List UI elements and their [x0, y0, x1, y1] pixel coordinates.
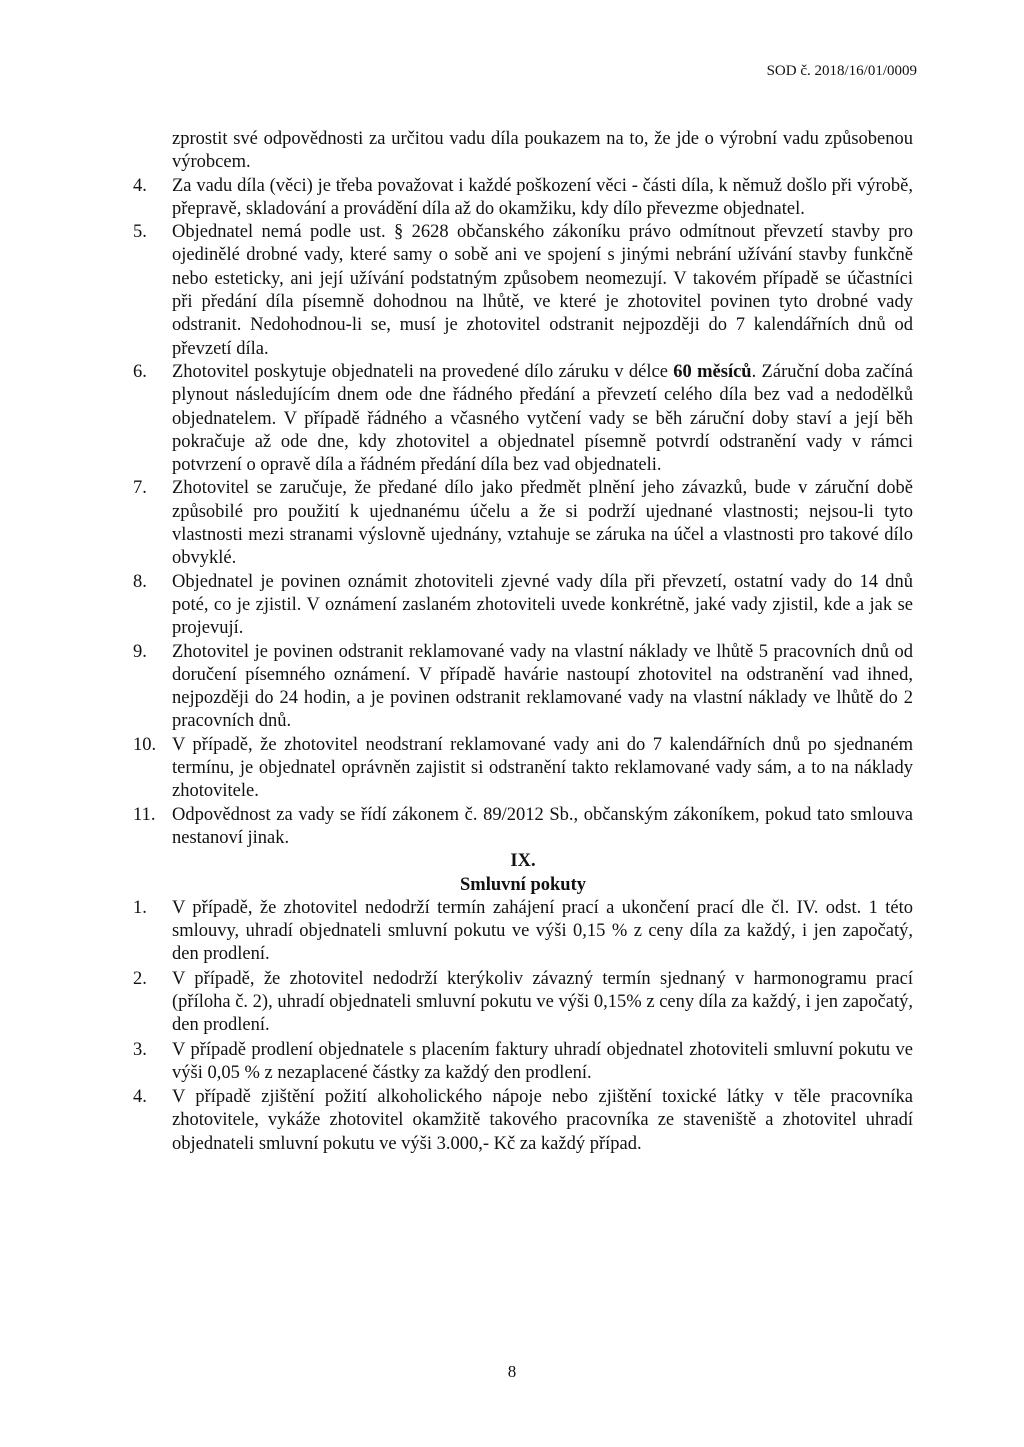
item-number: 9.: [133, 641, 147, 662]
item-number: 1.: [133, 897, 147, 918]
item-text: Objednatel je povinen oznámit zhotoviteli zjevné vady díla při převzetí, ostatní vady do 14 dnů poté, co je zjistil. V oznámení zaslaném zhotoviteli uvede konkrétně, jaké vady zjistil, kde a jak se projevují.: [172, 571, 913, 639]
item-number: 3.: [133, 1039, 147, 1060]
list-item: [133, 734, 913, 804]
item-number: 10.: [133, 734, 157, 755]
item-number: 4.: [133, 1087, 147, 1108]
penalties-list: [133, 897, 913, 1156]
list-item: [133, 1086, 913, 1156]
document-reference: SOD č. 2018/16/01/0009: [766, 63, 917, 79]
item-number: 8.: [133, 571, 147, 592]
list-item: [133, 175, 913, 222]
item-text: V případě, že zhotovitel nedodrží termín zahájení prací a ukončení prací dle čl. IV. odst. 1 této smlouvy, uhradí objednateli smluvní pokutu ve výši 0,15 % z ceny díla za každý, i jen započatý, den prodlení.: [172, 897, 913, 965]
item-text: Odpovědnost za vady se řídí zákonem č. 89/2012 Sb., občanským zákoníkem, pokud tato smlouva nestanoví jinak.: [172, 804, 913, 848]
section-number: IX.: [510, 851, 536, 872]
list-item: [133, 804, 913, 851]
item-number: 2.: [133, 968, 147, 989]
page-number: 8: [507, 1362, 517, 1381]
item-text: Za vadu díla (věci) je třeba považovat i každé poškození věci - části díla, k němuž došlo při výrobě, přepravě, skladování a provádění díla až do okamžiku, kdy dílo převezme objednatel.: [172, 175, 913, 219]
item-number: 4.: [133, 175, 147, 196]
list-item: [133, 361, 913, 477]
item-text: V případě prodlení objednatele s placením faktury uhradí objednatel zhotoviteli smluvní pokutu ve výši 0,05 % z nezaplacené částky za každý den prodlení.: [172, 1039, 913, 1083]
warranty-period: 60 měsíců: [673, 361, 752, 382]
item-text: V případě, že zhotovitel nedodrží kterýkoliv závazný termín sjednaný v harmonogramu prací (příloha č. 2), uhradí objednateli smluvní pokutu ve výši 0,15% z ceny díla za každý, i jen započatý, den prodlení.: [172, 968, 913, 1036]
item-text: V případě zjištění požití alkoholického nápoje nebo zjištění toxické látky v těle pracovníka zhotovitele, vykáže zhotovitel okamžitě takového pracovníka ze staveniště a zhotovitel uhradí objednateli smluvní pokutu ve výši 3.000,- Kč za každý případ.: [172, 1087, 913, 1154]
item-text: . Záruční doba začíná plynout následujícím dnem ode dne řádného předání a převzetí celého díla bez vad a nedodělků objednatelem. V případě řádného a včasného vytčení vady se běh záruční doby staví a její běh pokračuje až ode dne, kdy zhotovitel a objednatel písemně potvrdí odstranění vady v rámci potvrzení o opravě díla a řádném předání díla bez vad objednateli.: [172, 361, 913, 476]
item-text: Zhotovitel je povinen odstranit reklamované vady na vlastní náklady ve lhůtě 5 pracovních dnů od doručení písemného oznámení. V případě havárie nastoupí zhotovitel na odstranění vad ihned, nejpozději do 24 hodin, a je povinen odstranit reklamované vady na vlastní náklady ve lhůtě do 2 pracovních dnů.: [172, 641, 913, 732]
item-text: Zhotovitel se zaručuje, že předané dílo jako předmět plnění jeho závazků, bude v záruční době způsobilé pro použití k ujednanému účelu a že si podrží ujednané vlastnosti; nejsou-li tyto vlastnosti mezi stranami výslovně ujednány, vztahuje se záruka na účel a vlastnosti pro takové dílo obvyklé.: [172, 478, 913, 569]
item-text: V případě, že zhotovitel neodstraní reklamované vady ani do 7 kalendářních dnů po sjednaném termínu, je objednatel oprávněn zajistit si odstranění takto reklamované vady sám, a to na náklady zhotovitele.: [172, 734, 913, 802]
item-text: Zhotovitel poskytuje objednateli na provedené dílo záruku v délce: [172, 361, 674, 382]
page-content: [133, 128, 913, 1157]
warranty-list: [133, 175, 913, 851]
list-item: [133, 221, 913, 361]
item-number: 7.: [133, 478, 147, 499]
item-number: 5.: [133, 222, 147, 243]
list-item: [133, 571, 913, 641]
list-item: [133, 477, 913, 570]
list-item: [133, 1039, 913, 1086]
item-number: 11.: [133, 804, 156, 825]
item-number: 6.: [133, 361, 147, 382]
item-text: Objednatel nemá podle ust. § 2628 občanského zákoníku právo odmítnout převzetí stavby pro ojedinělé drobné vady, které samy o sobě ani ve spojení s jinými nebrání užívání stavby funkčně nebo esteticky, ani její užívání podstatným způsobem neomezují. V takovém případě se účastníci při předání díla písemně dohodnou na lhůtě, ve které je zhotovitel povinen tyto drobné vady odstranit. Nedohodnou-li se, musí je zhotovitel odstranit nejpozději do 7 kalendářních dnů od převzetí díla.: [172, 222, 913, 359]
continuation-paragraph: zprostit své odpovědnosti za určitou vadu díla poukazem na to, že jde o výrobní vadu způsobenou výrobcem.: [172, 129, 913, 173]
section-title: Smluvní pokuty: [460, 874, 586, 895]
list-item: [133, 968, 913, 1038]
list-item: [133, 897, 913, 967]
list-item: [133, 641, 913, 734]
